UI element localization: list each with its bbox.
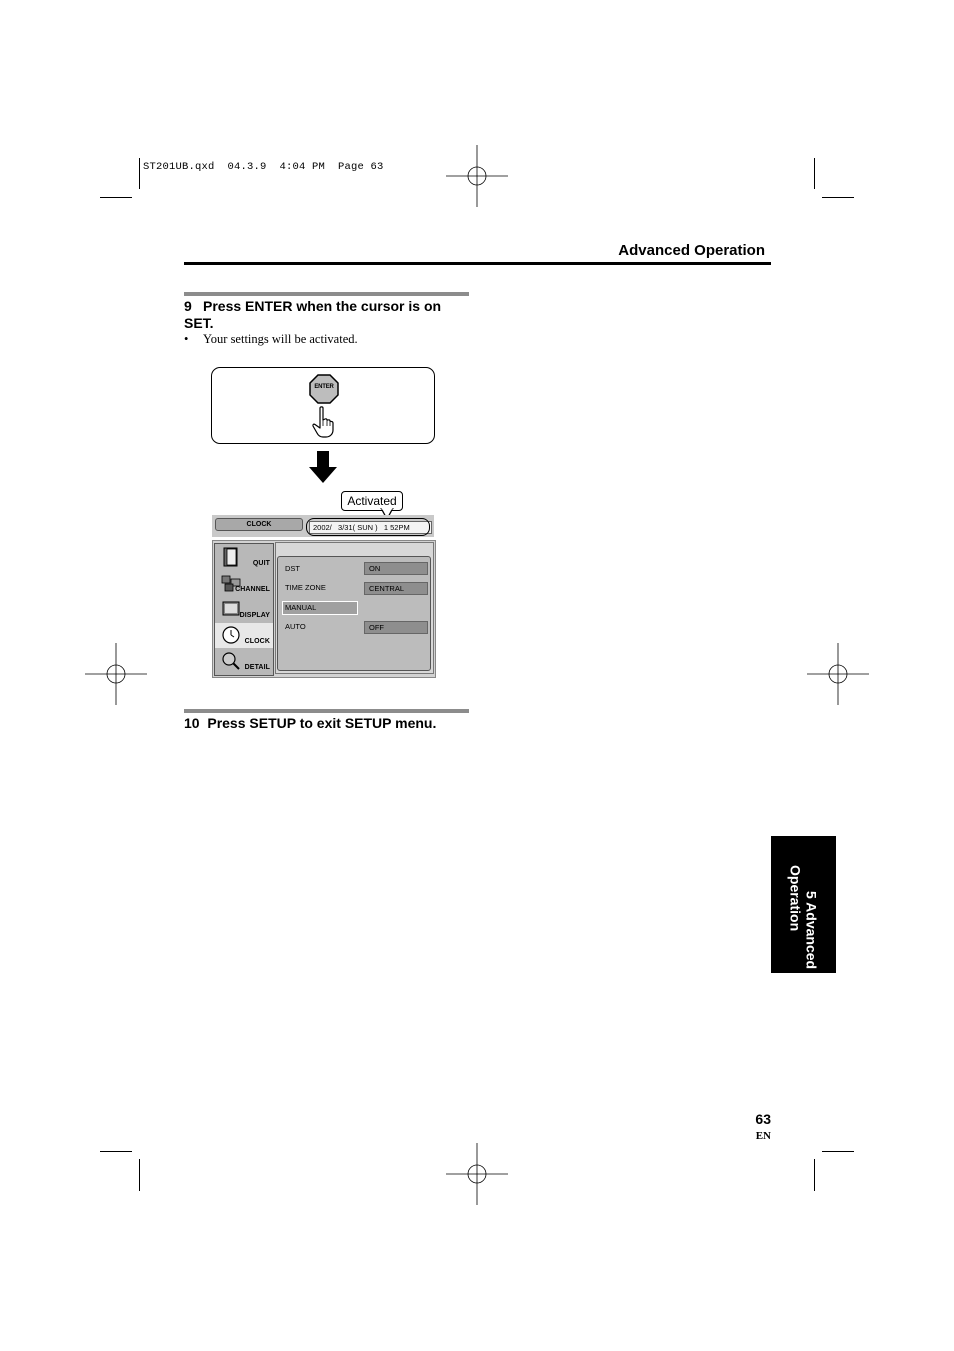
registration-mark-icon <box>446 145 508 207</box>
sidebar-label: DETAIL <box>244 664 270 671</box>
registration-mark-icon <box>807 643 869 705</box>
page-number: 63 <box>755 1111 771 1127</box>
enter-button-label: ENTER <box>314 384 334 390</box>
sidebar-label: DISPLAY <box>239 612 270 619</box>
chapter-tab-label <box>771 836 836 973</box>
osd-tab-clock: CLOCK <box>215 518 303 531</box>
sidebar-item-quit <box>215 545 273 570</box>
registration-mark-icon <box>446 1143 508 1205</box>
setting-label-auto: AUTO <box>285 622 306 631</box>
step-number: 9 <box>184 298 192 314</box>
chapter-tab-line: Operation <box>787 865 804 932</box>
sidebar-label: QUIT <box>252 560 270 567</box>
crop-mark <box>139 158 140 189</box>
crop-mark <box>100 197 132 198</box>
crop-mark <box>100 1151 132 1152</box>
step-10-title <box>184 715 484 732</box>
setting-value-auto: OFF <box>364 621 428 634</box>
door-icon <box>221 547 241 567</box>
crop-mark <box>822 1151 854 1152</box>
sidebar-item-detail <box>215 649 273 674</box>
crop-mark <box>822 197 854 198</box>
pointing-hand-icon <box>311 406 335 438</box>
sidebar-item-clock <box>215 623 273 648</box>
sidebar-label: CHANNEL <box>235 586 270 593</box>
magnifier-icon <box>221 651 241 671</box>
setting-value-dst: ON <box>364 562 428 575</box>
step-9-title <box>184 298 474 332</box>
step-rule <box>184 292 469 296</box>
step-text: Press SETUP to exit SETUP menu. <box>207 715 437 731</box>
page-language: EN <box>755 1130 771 1142</box>
clock-icon <box>221 625 241 645</box>
bullet-icon: • <box>184 332 189 346</box>
registration-mark-icon <box>85 643 147 705</box>
setting-label-dst: DST <box>285 564 300 573</box>
chapter-tab-line: 5 Advanced <box>803 891 820 970</box>
print-slug: ST201UB.qxd 04.3.9 4:04 PM Page 63 <box>143 161 384 173</box>
osd-sidebar <box>214 543 274 676</box>
crop-mark <box>814 158 815 189</box>
sidebar-item-display <box>215 597 273 622</box>
step-text: Press ENTER when the cursor is on SET. <box>184 298 442 331</box>
sidebar-item-channel <box>215 571 273 596</box>
setting-value-time-zone: CENTRAL <box>364 582 428 595</box>
section-title: Advanced Operation <box>618 242 765 259</box>
setting-manual-field: MANUAL <box>282 601 358 615</box>
activated-callout: Activated <box>341 491 403 511</box>
header-rule <box>184 262 771 265</box>
step-number: 10 <box>184 715 200 731</box>
note-text: Your settings will be activated. <box>203 332 358 346</box>
crop-mark <box>139 1159 140 1191</box>
osd-date-display: 2002/ 3/31( SUN ) 1 52PM <box>309 521 432 534</box>
step-rule <box>184 709 469 713</box>
step-9-note <box>184 332 358 347</box>
down-arrow-icon <box>309 451 337 483</box>
display-icon <box>221 599 241 619</box>
setting-label-time-zone: TIME ZONE <box>285 583 326 592</box>
date-highlight-ring <box>306 518 430 536</box>
crop-mark <box>814 1159 815 1191</box>
sidebar-label: CLOCK <box>244 638 270 645</box>
